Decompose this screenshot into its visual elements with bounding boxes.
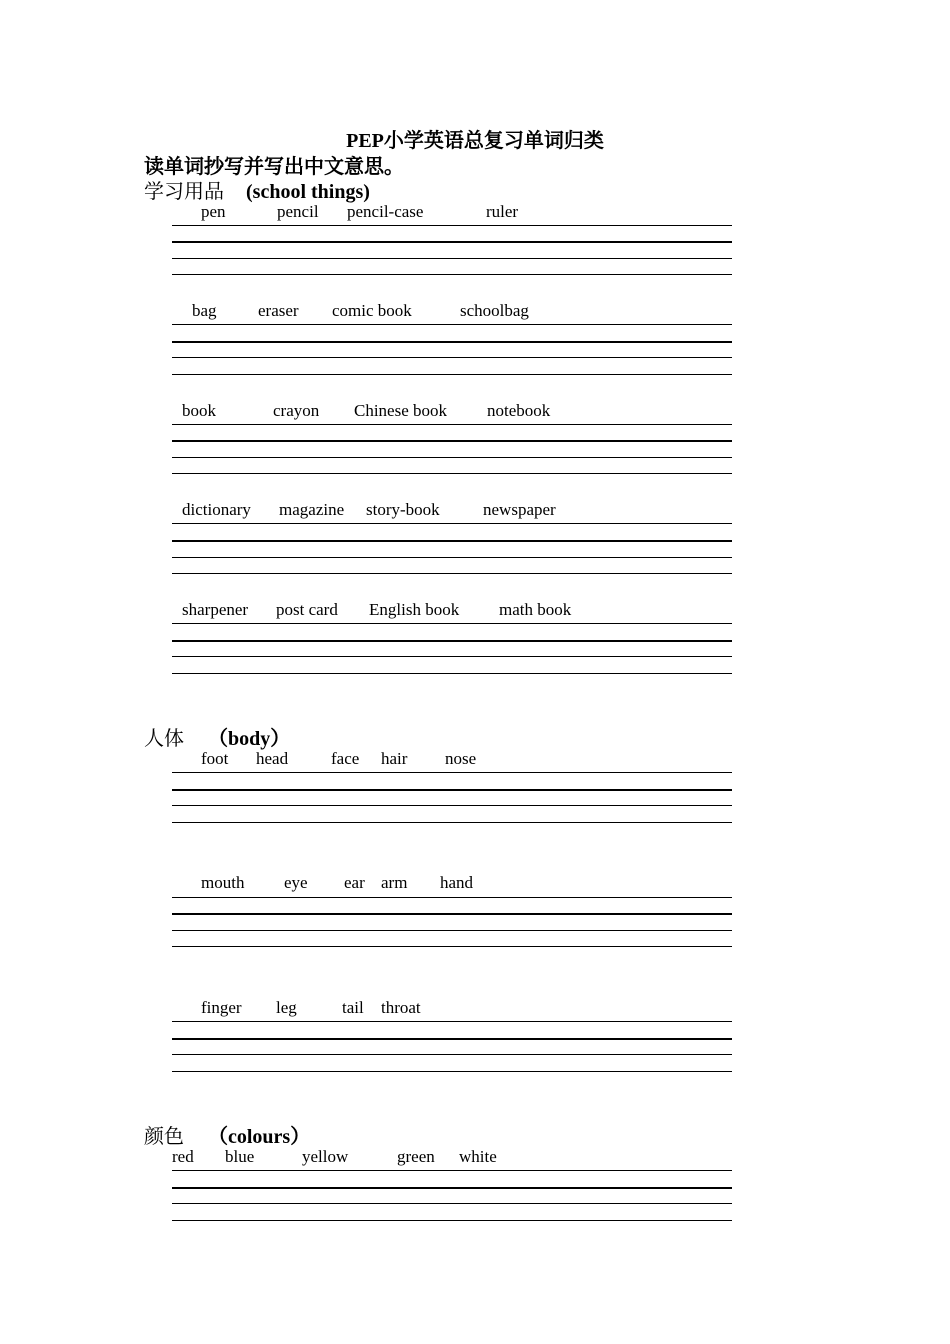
word: hand [440, 873, 474, 892]
word: bag [192, 301, 217, 320]
writing-line [172, 374, 732, 375]
word: pen [201, 202, 226, 221]
writing-line [172, 258, 732, 259]
word: Chinese book [354, 401, 448, 420]
writing-line [172, 440, 732, 442]
writing-line [172, 225, 732, 226]
writing-line [172, 523, 732, 524]
word: foot [201, 749, 229, 768]
writing-line [172, 623, 732, 624]
writing-line [172, 274, 732, 275]
writing-line [172, 341, 732, 343]
writing-line [172, 241, 732, 243]
writing-line [172, 473, 732, 474]
section-cn: 颜色 [144, 1126, 184, 1148]
section-en: （colours） [208, 1126, 311, 1148]
word: crayon [273, 401, 320, 420]
page-title: PEP小学英语总复习单词归类 [346, 130, 604, 152]
word: schoolbag [460, 301, 529, 320]
writing-line [172, 673, 732, 674]
word: magazine [279, 500, 345, 519]
writing-line [172, 573, 732, 574]
section-en: (school things) [246, 181, 370, 203]
word: English book [369, 600, 460, 619]
word: yellow [302, 1147, 349, 1166]
word: newspaper [483, 500, 556, 519]
word: story-book [366, 500, 440, 519]
word: finger [201, 998, 242, 1017]
word: arm [381, 873, 408, 892]
word: red [172, 1147, 194, 1166]
writing-line [172, 1220, 732, 1221]
writing-line [172, 656, 732, 657]
word: nose [445, 749, 477, 768]
word: hair [381, 749, 408, 768]
word: ruler [486, 202, 519, 221]
writing-line [172, 1170, 732, 1171]
section-heading-colours [144, 1120, 310, 1149]
writing-line [172, 1038, 732, 1040]
writing-line [172, 640, 732, 642]
writing-line [172, 789, 732, 791]
writing-line [172, 357, 732, 358]
writing-line [172, 457, 732, 458]
word: leg [276, 998, 297, 1017]
writing-line [172, 424, 732, 425]
word: head [256, 749, 289, 768]
writing-line [172, 805, 732, 806]
word: dictionary [182, 500, 251, 519]
word: green [397, 1147, 435, 1166]
word: eye [284, 873, 308, 892]
section-heading-body [144, 722, 290, 751]
word: comic book [332, 301, 412, 320]
word: mouth [201, 873, 245, 892]
word: pencil-case [347, 202, 424, 221]
word: book [182, 401, 216, 420]
word: white [459, 1147, 497, 1166]
word: eraser [258, 301, 299, 320]
word: pencil [277, 202, 319, 221]
writing-line [172, 772, 732, 773]
section-cn: 学习用品 [144, 181, 224, 203]
writing-line [172, 897, 732, 898]
writing-line [172, 913, 732, 915]
writing-line [172, 1187, 732, 1189]
instruction-text: 读单词抄写并写出中文意思。 [144, 156, 404, 178]
section-heading-school-things [144, 175, 370, 204]
word: notebook [487, 401, 551, 420]
word: face [331, 749, 360, 768]
writing-line [172, 1054, 732, 1055]
section-cn: 人体 [144, 728, 184, 750]
word: ear [344, 873, 365, 892]
writing-line [172, 324, 732, 325]
writing-line [172, 557, 732, 558]
word: throat [381, 998, 421, 1017]
writing-line [172, 822, 732, 823]
writing-line [172, 540, 732, 542]
writing-line [172, 1203, 732, 1204]
word: blue [225, 1147, 255, 1166]
word: sharpener [182, 600, 249, 619]
section-en: （body） [208, 728, 291, 750]
writing-line [172, 1021, 732, 1022]
writing-line [172, 1071, 732, 1072]
word: tail [342, 998, 364, 1017]
writing-line [172, 930, 732, 931]
word: math book [499, 600, 572, 619]
word: post card [276, 600, 338, 619]
writing-line [172, 946, 732, 947]
